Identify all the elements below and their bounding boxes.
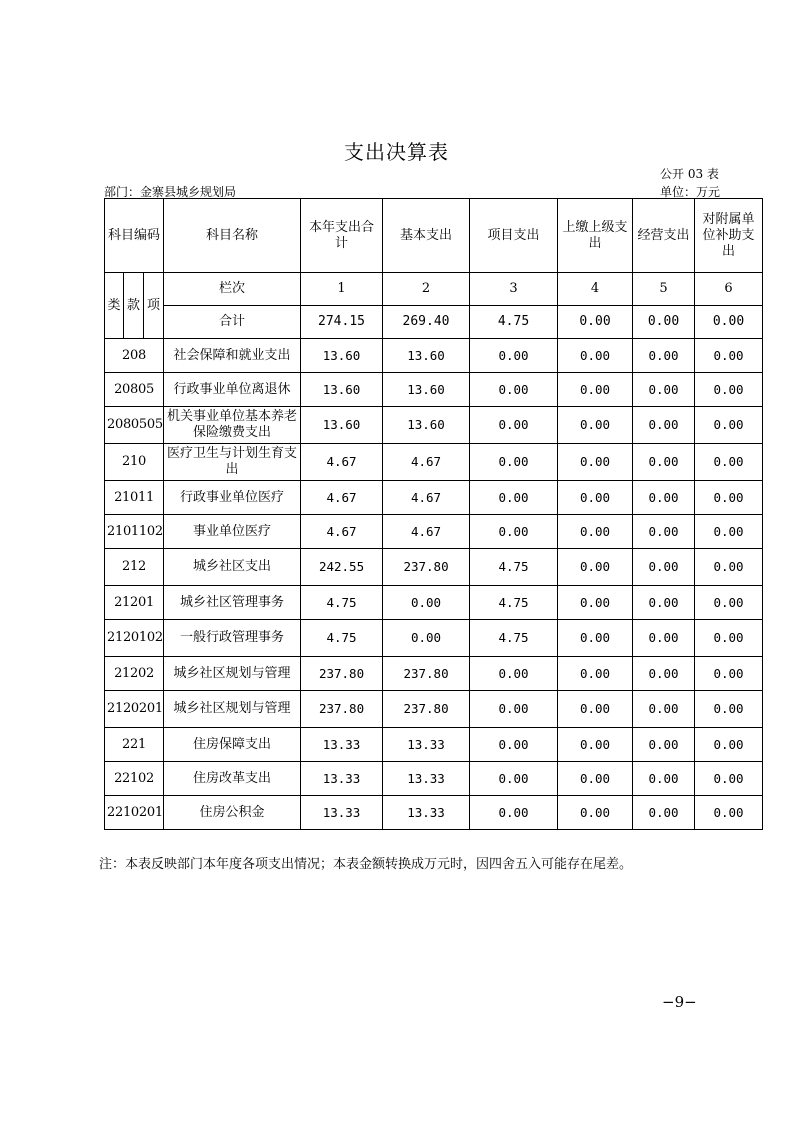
row-basic: 0.00 [383, 620, 470, 657]
table-row [105, 373, 763, 407]
row-upper: 0.00 [558, 586, 633, 620]
column-number: 6 [695, 273, 763, 306]
row-subsidy: 0.00 [695, 657, 763, 691]
table-row [105, 481, 763, 515]
row-business: 0.00 [633, 691, 695, 728]
row-code: 212 [105, 549, 164, 586]
row-project: 0.00 [470, 444, 558, 481]
table-row [105, 407, 763, 444]
row-total: 13.60 [301, 407, 383, 444]
row-code: 20805 [105, 373, 164, 407]
row-project: 0.00 [470, 407, 558, 444]
row-name: 住房改革支出 [164, 762, 301, 796]
table-row [105, 515, 763, 549]
row-project: 0.00 [470, 339, 558, 373]
row-basic: 13.60 [383, 373, 470, 407]
footnote: 注：本表反映部门本年度各项支出情况；本表金额转换成万元时，因四舍五入可能存在尾差。 [99, 857, 633, 872]
row-upper: 0.00 [558, 407, 633, 444]
table-row [105, 549, 763, 586]
header-code: 科目编码 [105, 199, 164, 273]
column-number: 2 [383, 273, 470, 306]
row-name: 城乡社区规划与管理 [164, 657, 301, 691]
row-basic: 13.33 [383, 796, 470, 830]
total-row [105, 306, 763, 339]
table-row [105, 796, 763, 830]
header-business: 经营支出 [633, 199, 695, 273]
row-subsidy: 0.00 [695, 373, 763, 407]
row-name: 城乡社区管理事务 [164, 586, 301, 620]
table-row [105, 691, 763, 728]
row-code: 22102 [105, 762, 164, 796]
row-upper: 0.00 [558, 691, 633, 728]
row-business: 0.00 [633, 796, 695, 830]
row-basic: 0.00 [383, 586, 470, 620]
row-project: 4.75 [470, 586, 558, 620]
row-name: 医疗卫生与计划生育支出 [164, 444, 301, 481]
row-basic: 4.67 [383, 444, 470, 481]
header-project: 项目支出 [470, 199, 558, 273]
row-code: 221 [105, 728, 164, 762]
total-subsidy: 0.00 [695, 306, 763, 339]
expenditure-table [104, 198, 763, 830]
row-code: 2120201 [105, 691, 164, 728]
row-basic: 13.60 [383, 407, 470, 444]
department-label: 部门：金寨县城乡规划局 [104, 185, 237, 199]
row-name: 住房公积金 [164, 796, 301, 830]
row-basic: 4.67 [383, 515, 470, 549]
row-project: 0.00 [470, 762, 558, 796]
row-subsidy: 0.00 [695, 762, 763, 796]
row-total: 4.75 [301, 586, 383, 620]
row-business: 0.00 [633, 444, 695, 481]
header-kuan: 款 [124, 273, 144, 339]
row-business: 0.00 [633, 549, 695, 586]
row-subsidy: 0.00 [695, 339, 763, 373]
table-row [105, 620, 763, 657]
row-code: 21011 [105, 481, 164, 515]
row-business: 0.00 [633, 762, 695, 796]
row-subsidy: 0.00 [695, 444, 763, 481]
row-business: 0.00 [633, 620, 695, 657]
row-total: 237.80 [301, 657, 383, 691]
row-subsidy: 0.00 [695, 481, 763, 515]
row-project: 0.00 [470, 373, 558, 407]
header-basic: 基本支出 [383, 199, 470, 273]
row-basic: 13.33 [383, 762, 470, 796]
row-project: 0.00 [470, 657, 558, 691]
row-business: 0.00 [633, 339, 695, 373]
row-total: 13.33 [301, 762, 383, 796]
row-upper: 0.00 [558, 515, 633, 549]
row-basic: 237.80 [383, 657, 470, 691]
row-name: 行政事业单位离退休 [164, 373, 301, 407]
total-project: 4.75 [470, 306, 558, 339]
row-upper: 0.00 [558, 339, 633, 373]
row-upper: 0.00 [558, 373, 633, 407]
row-subsidy: 0.00 [695, 691, 763, 728]
header-lei: 类 [105, 273, 124, 339]
row-basic: 4.67 [383, 481, 470, 515]
row-subsidy: 0.00 [695, 515, 763, 549]
column-number: 4 [558, 273, 633, 306]
row-name: 城乡社区支出 [164, 549, 301, 586]
row-upper: 0.00 [558, 657, 633, 691]
row-subsidy: 0.00 [695, 620, 763, 657]
row-code: 2101102 [105, 515, 164, 549]
row-project: 4.75 [470, 549, 558, 586]
page-title: 支出决算表 [344, 140, 449, 164]
row-business: 0.00 [633, 481, 695, 515]
row-basic: 13.33 [383, 728, 470, 762]
row-upper: 0.00 [558, 620, 633, 657]
total-business: 0.00 [633, 306, 695, 339]
row-code: 210 [105, 444, 164, 481]
row-upper: 0.00 [558, 481, 633, 515]
row-total: 13.33 [301, 796, 383, 830]
row-code: 21202 [105, 657, 164, 691]
row-total: 13.33 [301, 728, 383, 762]
row-business: 0.00 [633, 407, 695, 444]
row-upper: 0.00 [558, 444, 633, 481]
row-total: 13.60 [301, 373, 383, 407]
row-business: 0.00 [633, 657, 695, 691]
row-code: 21201 [105, 586, 164, 620]
row-project: 4.75 [470, 620, 558, 657]
page-number: −9− [662, 993, 697, 1011]
header-subsidy: 对附属单位补助支出 [695, 199, 763, 273]
row-upper: 0.00 [558, 762, 633, 796]
row-business: 0.00 [633, 586, 695, 620]
row-project: 0.00 [470, 796, 558, 830]
row-name: 城乡社区规划与管理 [164, 691, 301, 728]
table-row [105, 339, 763, 373]
header-total: 本年支出合计 [301, 199, 383, 273]
row-business: 0.00 [633, 373, 695, 407]
row-subsidy: 0.00 [695, 728, 763, 762]
row-upper: 0.00 [558, 728, 633, 762]
row-basic: 13.60 [383, 339, 470, 373]
row-subsidy: 0.00 [695, 796, 763, 830]
total-label: 合计 [164, 306, 301, 339]
header-lanci: 栏次 [164, 273, 301, 306]
table-row [105, 444, 763, 481]
row-basic: 237.80 [383, 549, 470, 586]
header-row [105, 199, 763, 273]
column-number: 5 [633, 273, 695, 306]
table-row [105, 657, 763, 691]
form-number: 公开 03 表 [660, 167, 719, 181]
total-upper: 0.00 [558, 306, 633, 339]
total-basic: 269.40 [383, 306, 470, 339]
row-code: 2080505 [105, 407, 164, 444]
table-row [105, 586, 763, 620]
row-name: 行政事业单位医疗 [164, 481, 301, 515]
row-name: 一般行政管理事务 [164, 620, 301, 657]
row-name: 社会保障和就业支出 [164, 339, 301, 373]
row-subsidy: 0.00 [695, 549, 763, 586]
row-name: 机关事业单位基本养老保险缴费支出 [164, 407, 301, 444]
row-upper: 0.00 [558, 796, 633, 830]
table-row [105, 728, 763, 762]
column-number: 1 [301, 273, 383, 306]
row-name: 住房保障支出 [164, 728, 301, 762]
row-name: 事业单位医疗 [164, 515, 301, 549]
column-number-row [105, 273, 763, 306]
row-total: 4.67 [301, 481, 383, 515]
column-number: 3 [470, 273, 558, 306]
row-project: 0.00 [470, 481, 558, 515]
row-total: 237.80 [301, 691, 383, 728]
row-code: 2210201 [105, 796, 164, 830]
row-project: 0.00 [470, 728, 558, 762]
row-subsidy: 0.00 [695, 407, 763, 444]
header-name: 科目名称 [164, 199, 301, 273]
row-business: 0.00 [633, 515, 695, 549]
row-code: 208 [105, 339, 164, 373]
header-xiang: 项 [144, 273, 164, 339]
row-code: 2120102 [105, 620, 164, 657]
row-total: 242.55 [301, 549, 383, 586]
row-basic: 237.80 [383, 691, 470, 728]
row-total: 4.67 [301, 515, 383, 549]
row-subsidy: 0.00 [695, 586, 763, 620]
total-value: 274.15 [301, 306, 383, 339]
row-upper: 0.00 [558, 549, 633, 586]
table-row [105, 762, 763, 796]
unit-label: 单位：万元 [660, 185, 721, 199]
row-total: 13.60 [301, 339, 383, 373]
row-business: 0.00 [633, 728, 695, 762]
row-total: 4.75 [301, 620, 383, 657]
row-project: 0.00 [470, 515, 558, 549]
row-project: 0.00 [470, 691, 558, 728]
row-total: 4.67 [301, 444, 383, 481]
header-upper: 上缴上级支出 [558, 199, 633, 273]
